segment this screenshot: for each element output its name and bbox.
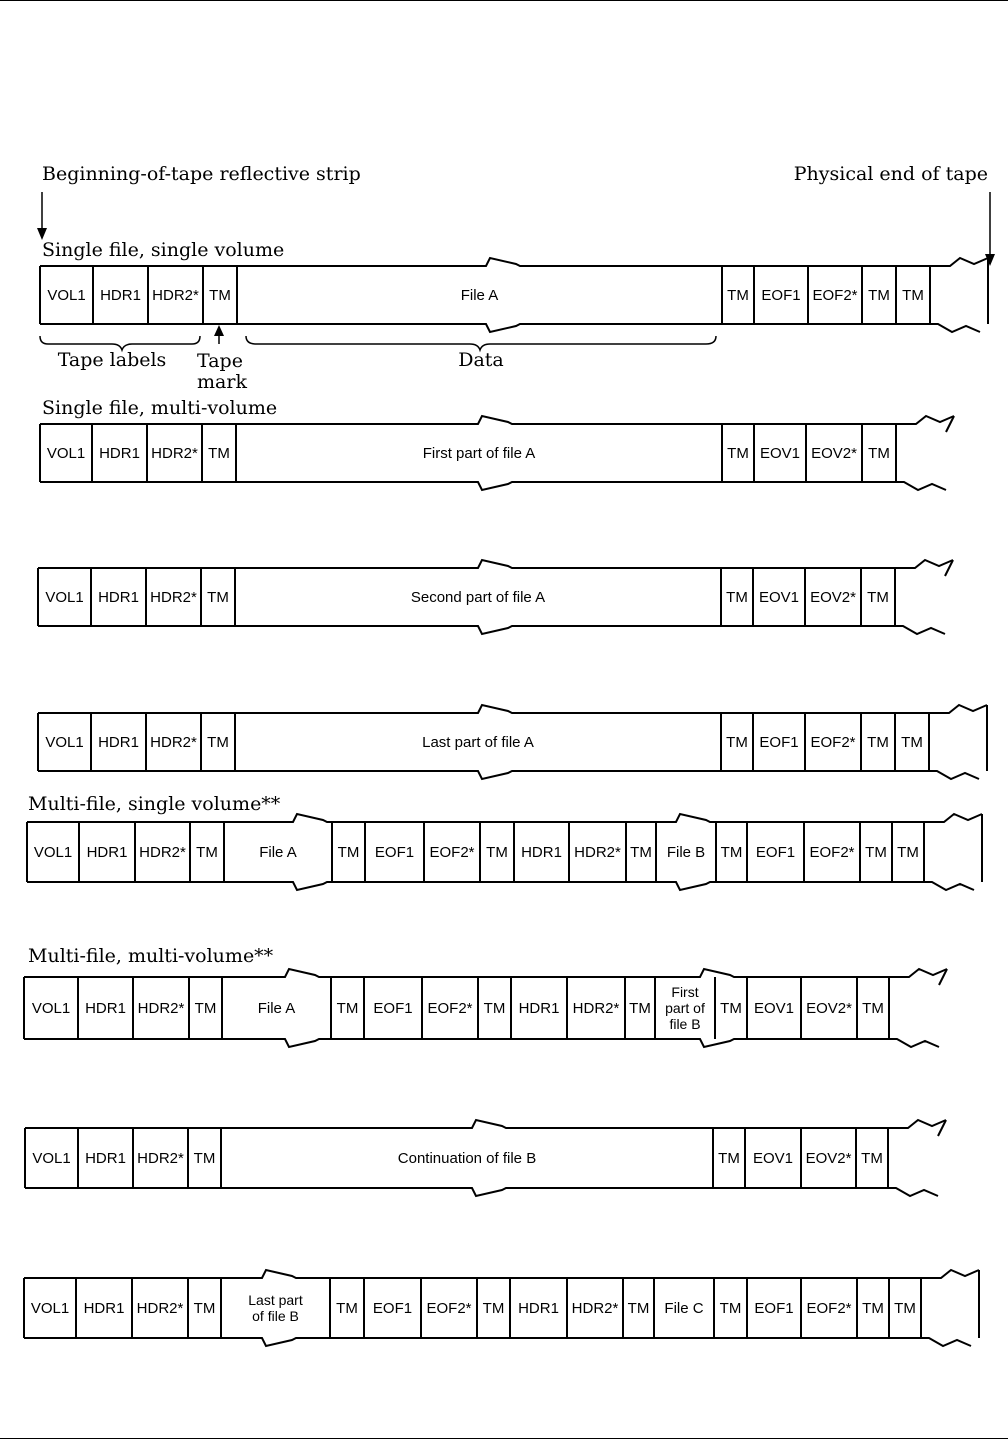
- tape-cell-label: TM: [196, 844, 218, 861]
- tape-top-edge: [38, 560, 953, 568]
- tape-cell-label: TM: [727, 287, 749, 304]
- tape-cell-label: EOF2*: [429, 844, 475, 861]
- tape-top-edge: [38, 705, 987, 713]
- tape-cell-label: HDR2*: [571, 1300, 619, 1317]
- tape-cell-label: HDR2*: [151, 445, 198, 462]
- tape-cell-label: TM: [337, 844, 360, 861]
- tape-cell-label: EOF1: [754, 1300, 794, 1317]
- tape-cell-label: EOV2*: [810, 589, 856, 606]
- tape-cell-label: EOV2*: [811, 445, 857, 462]
- tape-cell-label: HDR2*: [137, 1000, 185, 1017]
- tape-cell-label: EOF1: [373, 1000, 413, 1017]
- tape-cell-label: HDR1: [98, 734, 139, 751]
- tape-cell-label: Continuation of file B: [397, 1150, 537, 1167]
- tape-cell-label: First part of file A: [422, 445, 536, 462]
- tape-cell-label: Last part of file A: [422, 734, 534, 751]
- data-brace: [246, 336, 716, 350]
- section-heading: Single file, single volume: [42, 239, 285, 261]
- tape-cell-label: HDR1: [518, 1300, 559, 1317]
- tape-cell-label: TM: [209, 287, 231, 304]
- tape-cell-label: EOV1: [753, 1000, 795, 1017]
- tape-cell-label: HDR1: [98, 589, 139, 606]
- tape-cell-label: file B: [669, 1016, 701, 1032]
- tape-labels-brace: [40, 336, 200, 350]
- tape-cell-label: TM: [862, 1000, 884, 1017]
- tape-top-edge: [27, 814, 982, 822]
- tape-cell-label: EOF2*: [810, 734, 856, 751]
- tape-multi-file-multi-volume-1: [24, 969, 947, 1047]
- tape-cell-label: EOV2*: [806, 1000, 852, 1017]
- tape-cell-label: EOF2*: [426, 1300, 472, 1317]
- tape-cell-label: VOL1: [47, 287, 86, 304]
- tape-single-file-single-volume: [40, 258, 988, 332]
- tape-cell-label: HDR1: [83, 1300, 125, 1317]
- tape-cell-label: TM: [894, 1300, 916, 1317]
- tape-cell-label: TM: [897, 844, 919, 861]
- tape-bottom-edge: [38, 626, 945, 634]
- tape-top-edge: [24, 969, 947, 977]
- tape-mark-caption-line2: mark: [197, 371, 247, 393]
- tape-cell-label: TM: [336, 1000, 359, 1017]
- tape-cell-label: File A: [257, 1000, 296, 1017]
- tape-cell-label: TM: [862, 1300, 884, 1317]
- tape-cell-label: TM: [194, 1000, 217, 1017]
- section-heading: Single file, multi-volume: [42, 397, 278, 419]
- tape-cell-label: EOF1: [755, 844, 796, 861]
- tape-cell-label: TM: [336, 1300, 358, 1317]
- tape-cell-label: of file B: [252, 1308, 299, 1324]
- tape-cell-label: EOF2*: [427, 1000, 473, 1017]
- tape-cell-label: File A: [460, 287, 499, 304]
- tape-cell-label: VOL1: [45, 734, 84, 751]
- tape-labels-caption: Tape labels: [57, 349, 167, 371]
- tape-cell-label: TM: [207, 589, 229, 606]
- tape-cell-label: File A: [259, 844, 297, 861]
- tape-top-edge: [25, 1120, 946, 1128]
- tape-single-file-multi-volume-2: [38, 560, 953, 634]
- tape-cell-label: TM: [901, 734, 923, 751]
- tape-cell-label: File C: [664, 1300, 704, 1317]
- tape-single-file-multi-volume-1: [40, 416, 954, 490]
- tape-cell-label: HDR2*: [574, 844, 621, 861]
- tape-top-edge: [24, 1270, 979, 1278]
- tape-cell-label: HDR2*: [150, 589, 197, 606]
- tape-bottom-edge: [24, 1338, 971, 1346]
- tape-cell-label: EOF2*: [806, 1300, 852, 1317]
- tape-mark-caption-line1: Tape: [197, 350, 243, 372]
- tape-cell-label: TM: [867, 734, 889, 751]
- tape-cell-label: EOV2*: [805, 1150, 852, 1167]
- tape-cell-label: TM: [630, 844, 652, 861]
- bot-marker-label: Beginning-of-tape reflective strip: [42, 163, 361, 185]
- tape-multi-file-multi-volume-3: [24, 1270, 979, 1346]
- tape-cell-label: EOF2*: [812, 287, 858, 304]
- tape-cell-label: HDR1: [85, 1150, 126, 1167]
- tape-cell-label: VOL1: [33, 844, 73, 861]
- tape-single-file-multi-volume-3: [38, 705, 987, 779]
- tape-cell-label: EOF1: [372, 1300, 413, 1317]
- tape-cell-label: EOV1: [759, 445, 801, 462]
- tape-bottom-edge: [27, 882, 974, 890]
- tape-cell-label: File B: [666, 844, 706, 861]
- tape-bottom-edge: [40, 482, 946, 490]
- tape-cell-label: TM: [720, 1000, 742, 1017]
- tape-cell-label: VOL1: [32, 1150, 71, 1167]
- tape-cell-label: TM: [868, 445, 890, 462]
- tape-cell-label: HDR2*: [139, 844, 186, 861]
- tape-cell-label: VOL1: [30, 1300, 70, 1317]
- tape-cell-label: TM: [629, 1000, 651, 1017]
- tape-bottom-edge: [38, 771, 979, 779]
- tape-bottom-edge: [40, 324, 980, 332]
- eot-arrow-head: [985, 254, 995, 266]
- tape-cell-label: HDR1: [85, 1000, 126, 1017]
- section-heading: Multi-file, single volume**: [28, 793, 281, 815]
- tape-cell-label: VOL1: [31, 1000, 71, 1017]
- tape-cell-label: EOV1: [758, 589, 800, 606]
- tape-cell-label: TM: [207, 734, 229, 751]
- tape-cell-label: TM: [483, 1000, 506, 1017]
- tape-cell-label: EOF1: [374, 844, 415, 861]
- tape-cell-label: TM: [208, 445, 230, 462]
- tape-mark-arrow-head: [214, 325, 224, 336]
- tape-bottom-edge: [24, 1039, 939, 1047]
- tape-cell-label: TM: [193, 1300, 216, 1317]
- tape-cell-label: TM: [727, 445, 749, 462]
- tape-cell-label: EOF2*: [809, 844, 855, 861]
- tape-cell-label: HDR2*: [152, 287, 199, 304]
- tape-cell-label: HDR2*: [137, 1150, 184, 1167]
- tape-cell-label: TM: [719, 1300, 742, 1317]
- tape-bottom-edge: [25, 1188, 938, 1196]
- tape-cell-label: HDR1: [521, 844, 562, 861]
- tape-cell-label: TM: [861, 1150, 883, 1167]
- tape-cell-label: TM: [726, 734, 748, 751]
- tape-cell-label: TM: [902, 287, 924, 304]
- tape-cell-label: First: [671, 984, 699, 1000]
- tape-cell-label: TM: [718, 1150, 740, 1167]
- tape-cell-label: HDR1: [518, 1000, 560, 1017]
- tape-cell-label: TM: [193, 1150, 216, 1167]
- tape-cell-label: HDR2*: [572, 1000, 620, 1017]
- tape-cell-label: TM: [486, 844, 508, 861]
- tape-cell-label: TM: [627, 1300, 650, 1317]
- data-caption: Data: [458, 349, 504, 371]
- tape-cell-label: EOF1: [759, 734, 799, 751]
- tape-cell-label: TM: [865, 844, 887, 861]
- tape-cell-label: EOF1: [761, 287, 801, 304]
- tape-multi-file-single-volume: [27, 814, 982, 890]
- tape-cell-label: TM: [720, 844, 743, 861]
- tape-cell-label: EOV1: [752, 1150, 794, 1167]
- tape-cell-label: VOL1: [46, 445, 86, 462]
- tape-cell-label: TM: [868, 287, 890, 304]
- tape-cell-label: TM: [726, 589, 748, 606]
- tape-cell-label: TM: [867, 589, 889, 606]
- tape-cell-label: HDR1: [100, 287, 141, 304]
- tape-cell-label: Last part: [248, 1292, 303, 1308]
- tape-multi-file-multi-volume-2: [25, 1120, 946, 1196]
- eot-marker-label: Physical end of tape: [793, 163, 988, 185]
- tape-cell-label: part of: [665, 1000, 705, 1016]
- tape-cell-label: VOL1: [45, 589, 84, 606]
- tape-cell-label: HDR1: [86, 844, 128, 861]
- tape-cell-label: Second part of file A: [410, 589, 546, 606]
- section-heading: Multi-file, multi-volume**: [28, 945, 274, 967]
- tape-cell-label: TM: [482, 1300, 505, 1317]
- tape-cell-label: HDR1: [99, 445, 140, 462]
- tape-cell-label: HDR2*: [150, 734, 197, 751]
- tape-cell-label: HDR2*: [136, 1300, 184, 1317]
